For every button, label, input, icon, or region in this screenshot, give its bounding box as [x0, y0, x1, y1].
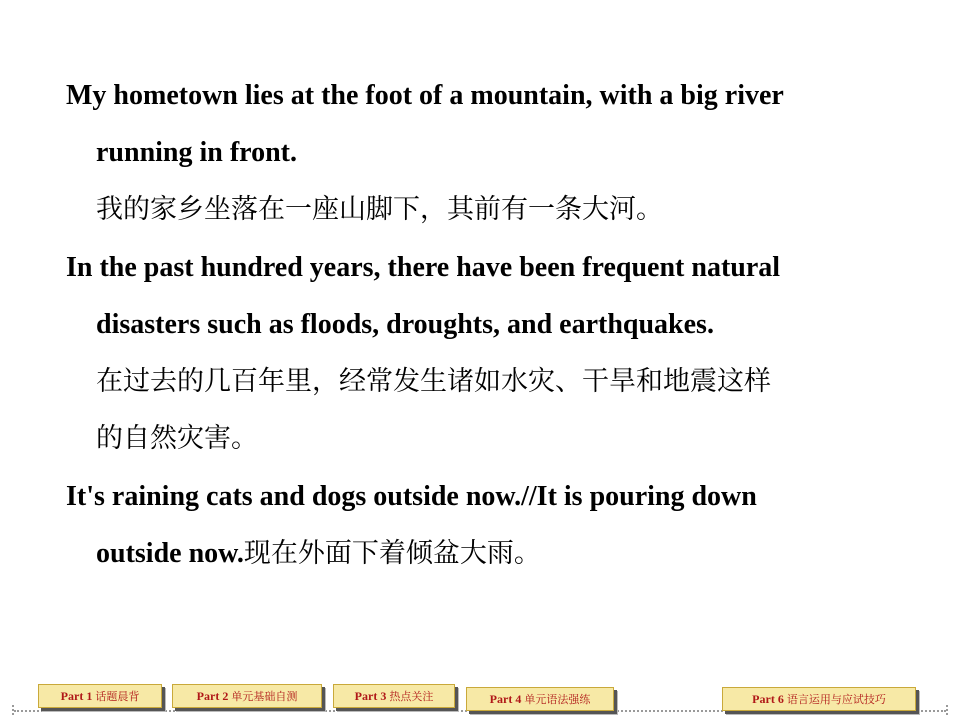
nav-part6-number: Part 6 — [752, 691, 784, 706]
p3-chinese-inline: 现在外面下着倾盆大雨。 — [243, 538, 541, 569]
nav-button-part3[interactable] — [333, 684, 455, 708]
nav-part1-label: 话题晨背 — [95, 690, 140, 703]
p1-chinese-line1: 我的家乡坐落在一座山脚下，其前有一条大河。 — [96, 194, 663, 225]
nav-part2-label: 单元基础自测 — [231, 690, 298, 703]
p3-line2 — [96, 526, 541, 582]
p1-english-line1: My hometown lies at the foot of a mountain, with a big river — [66, 80, 784, 111]
nav-part3-number: Part 3 — [354, 688, 387, 703]
p2-english-line2: disasters such as floods, droughts, and earthquakes. — [96, 309, 714, 340]
p3-english-line2: outside now. — [96, 538, 244, 569]
p2-chinese-line2: 的自然灾害。 — [96, 423, 258, 454]
p3-english-line1: It's raining cats and dogs outside now.//It is pouring down — [66, 481, 757, 512]
nav-part4-number: Part 4 — [489, 691, 522, 706]
nav-button-part6[interactable] — [722, 687, 916, 711]
nav-part1-number: Part 1 — [60, 688, 93, 703]
nav-button-part1[interactable] — [38, 684, 162, 708]
p2-chinese-line1: 在过去的几百年里，经常发生诸如水灾、干旱和地震这样 — [96, 366, 771, 397]
nav-part4-label: 单元语法强练 — [524, 693, 591, 706]
nav-button-part4[interactable] — [466, 687, 614, 711]
p2-english-line1: In the past hundred years, there have been frequent natural — [66, 252, 781, 283]
bottom-navigation — [0, 676, 960, 720]
nav-button-part2[interactable] — [172, 684, 322, 708]
p1-english-line2: running in front. — [96, 137, 297, 168]
nav-part3-label: 热点关注 — [389, 690, 434, 703]
nav-right-mark — [946, 705, 956, 715]
nav-left-mark — [12, 705, 22, 715]
nav-part6-label: 语言运用与应试技巧 — [786, 693, 886, 706]
nav-part2-number: Part 2 — [196, 688, 229, 703]
